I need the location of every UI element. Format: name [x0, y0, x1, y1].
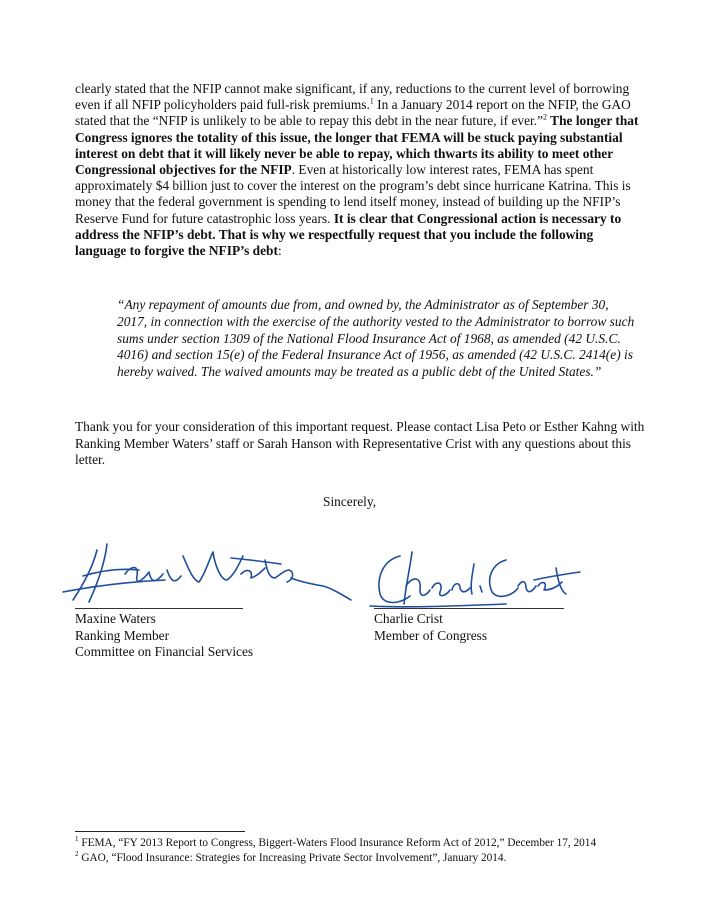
signer-title: Ranking Member	[75, 627, 170, 643]
sign-off: Sincerely,	[323, 494, 377, 509]
signer-org: Committee on Financial Services	[75, 644, 254, 659]
footnote-number: 2	[75, 850, 79, 859]
footnote-1	[75, 836, 596, 850]
signer-block-crist	[374, 611, 487, 644]
text-segment: . Even at historically low interest rates, FEMA has spent approximately $4 billion just to cover the interest on the program’s debt since hurricane Katrina. This is money that the federal government is spending to lend itself money, instead of building up the NFIP’s Reserve Fund for future catastrophic loss years.	[75, 162, 631, 226]
text-segment: :	[277, 243, 282, 259]
signature-charlie-crist	[366, 546, 586, 616]
body-paragraph	[75, 81, 645, 259]
bold-request: It is clear that Congressional action is necessary to address the NFIP’s debt. That is why we respectfully request that you include the following language to forgive the NFIP’s debt	[75, 210, 622, 259]
signer-title: Member of Congress	[374, 627, 488, 643]
text-segment: clearly stated that the NFIP cannot make significant, if any, reductions to the current level of borrowing even if all NFIP policyholders paid full-risk premiums.	[75, 81, 630, 113]
bold-statement: The longer that Congress ignores the totality of this issue, the longer that FEMA will be stuck paying substantial interest on debt that it will likely never be able to repay, which thwarts its ability to meet other Congressional objectives for the NFIP	[75, 113, 639, 178]
footnote-text: GAO, “Flood Insurance: Strategies for Increasing Private Sector Involvement”, January 2014.	[81, 852, 507, 864]
footnote-text: FEMA, “FY 2013 Report to Congress, Biggert-Waters Flood Insurance Reform Act of 2012,” December 17, 2014	[81, 837, 597, 849]
closing-paragraph: Thank you for your consideration of this important request. Please contact Lisa Peto or Esther Kahng with Ranking Member Waters’ staff or Sarah Hanson with Representative Crist with any questions about this letter.	[75, 419, 645, 467]
footnote-ref-2: 2	[543, 112, 548, 122]
signer-block-waters	[75, 611, 253, 661]
signature-line-crist	[374, 608, 564, 609]
signature-line-waters	[75, 608, 243, 609]
signature-maxine-waters	[55, 530, 355, 610]
proposed-language-quote: “Any repayment of amounts due from, and owned by, the Administrator as of September 30, 2017, in connection with the exercise of the authority vested to the Administrator to borrow such sums under section 1309 of the National Flood Insurance Act of 1968, as amended (42 U.S.C. 4016) and section 15(e) of the Federal Insurance Act of 1956, as amended (42 U.S.C. 2414(e) is hereby waived. The waived amounts may be treated as a public debt of the United States.”	[117, 297, 635, 380]
footnote-ref-1: 1	[369, 96, 374, 106]
signature-waters-caption: Maxine Waters	[55, 530, 62, 531]
signer-name: Charlie Crist	[374, 611, 443, 626]
signature-crist-caption: Charlie Crist	[366, 546, 372, 547]
footnote-number: 1	[75, 835, 79, 844]
text-segment: In a January 2014 report on the NFIP, the GAO stated that the “NFIP is unlikely to be able to repay this debt in the near future, if ever.”	[75, 97, 631, 129]
footnote-divider	[75, 831, 245, 832]
footnote-2	[75, 851, 506, 865]
signer-name: Maxine Waters	[75, 611, 156, 626]
